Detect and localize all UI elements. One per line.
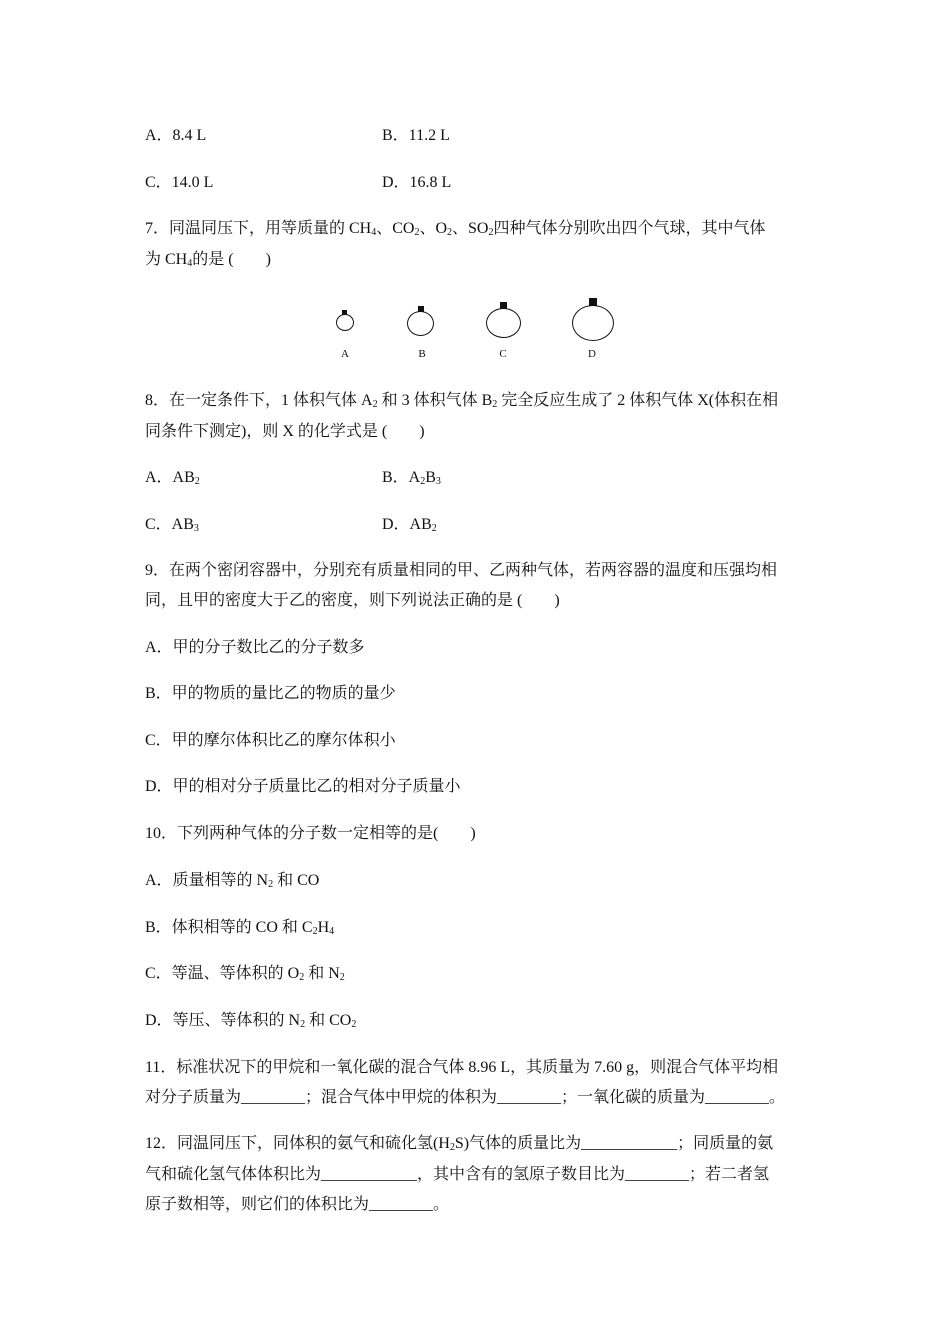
- q10-option-c: C．等温、等体积的 $O_2$ 和 $N_2$: [145, 965, 345, 983]
- q6-option-b: B．11.2 L: [382, 127, 450, 144]
- balloon-label-d: D: [588, 348, 596, 360]
- q9-option-d: D．甲的相对分子质量比乙的相对分子质量小: [145, 778, 461, 795]
- balloon-a: [336, 314, 354, 331]
- q11-stem-line2: 对分子质量为________；混合气体中甲烷的体积为________；一氧化碳的质量为________。: [145, 1089, 786, 1106]
- q9-option-b: B．甲的物质的量比乙的物质的量少: [145, 685, 396, 702]
- q8-option-b: B．$A_2B_3$: [382, 469, 441, 487]
- balloon-label-a: A: [341, 348, 349, 360]
- q8-stem-line1: 8．在一定条件下，1 体积气体 $A_2$ 和 3 体积气体 $B_2$ 完全反应生成了 2 体积气体 X(体积在相: [145, 392, 779, 410]
- q8-option-d: D．$AB_2$: [382, 516, 437, 534]
- q7-stem-line2: 为 $CH_4$的是 ( ): [145, 251, 271, 269]
- balloon-figure: [320, 296, 630, 366]
- balloon-b: [407, 311, 434, 336]
- q12-stem-line2: 气和硫化氢气体体积比为____________，其中含有的氢原子数目比为________；若二者氢: [145, 1166, 770, 1183]
- q11-stem-line1: 11．标准状况下的甲烷和一氧化碳的混合气体 8.96 L，其质量为 7.60 g，则混合气体平均相: [145, 1059, 779, 1076]
- q10-stem: 10．下列两种气体的分子数一定相等的是( ): [145, 825, 476, 842]
- q12-stem-line3: 原子数相等，则它们的体积比为________。: [145, 1196, 450, 1213]
- q6-option-c: C．14.0 L: [145, 174, 214, 191]
- q10-option-a: A．质量相等的 $N_2$ 和 CO: [145, 872, 320, 890]
- q10-option-d: D．等压、等体积的 $N_2$ 和 $CO_2$: [145, 1012, 357, 1030]
- balloon-label-b: B: [418, 348, 426, 360]
- q9-option-c: C．甲的摩尔体积比乙的摩尔体积小: [145, 732, 396, 749]
- q7-stem-line1: 7．同温同压下，用等质量的 $CH_4$、$CO_2$、$O_2$、$SO_2$四种气体分别吹出四个气球，其中气体: [145, 220, 766, 238]
- q10-option-b: B．体积相等的 CO 和 $C_2H_4$: [145, 919, 335, 937]
- balloon-d: [572, 305, 614, 341]
- q8-stem-line2: 同条件下测定)，则 X 的化学式是 ( ): [145, 423, 425, 440]
- q8-option-a: A．$AB_2$: [145, 469, 200, 487]
- balloon-c: [486, 308, 521, 338]
- q9-stem-line1: 9．在两个密闭容器中，分别充有质量相同的甲、乙两种气体，若两容器的温度和压强均相: [145, 562, 778, 579]
- q12-stem-line1: 12．同温同压下，同体积的氨气和硫化氢$(H_2S)$气体的质量比为____________；同质量的氨: [145, 1135, 774, 1153]
- balloon-label-c: C: [499, 348, 507, 360]
- q8-option-c: C．$AB_3$: [145, 516, 199, 534]
- q9-option-a: A．甲的分子数比乙的分子数多: [145, 639, 365, 656]
- q6-option-a: A．8.4 L: [145, 127, 207, 144]
- q6-option-d: D．16.8 L: [382, 174, 452, 191]
- q9-stem-line2: 同，且甲的密度大于乙的密度，则下列说法正确的是 ( ): [145, 592, 560, 609]
